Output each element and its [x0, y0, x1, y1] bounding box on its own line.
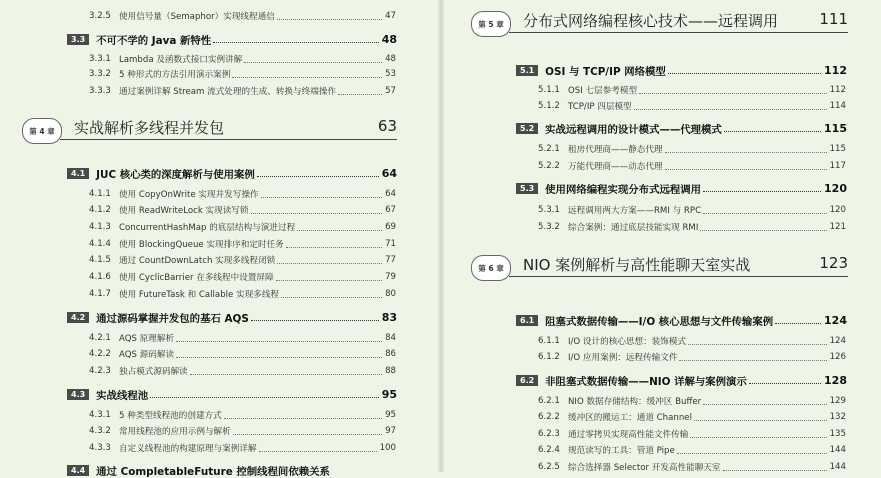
toc-entry[interactable]	[89, 219, 396, 235]
toc-entry[interactable]	[538, 426, 846, 442]
entry-page: 57	[385, 86, 396, 96]
entry-title: ConcurrentHashMap 的底层结构与演进过程	[119, 223, 296, 233]
chapter-page: 123	[819, 254, 848, 272]
section-title: JUC 核心类的深度解析与使用案例	[96, 168, 255, 181]
leader-dots	[244, 62, 382, 63]
toc-entry[interactable]	[538, 158, 846, 174]
section-badge: 6.1	[516, 315, 538, 326]
toc-entry[interactable]	[89, 330, 396, 346]
entry-page: 144	[829, 445, 846, 455]
entry-number: 5.2.1	[538, 144, 560, 154]
toc-entry[interactable]	[538, 349, 846, 365]
entry-number: 3.3.2	[89, 69, 111, 79]
entry-title: 综合案例：通过底层技能实现 RMI	[568, 223, 699, 233]
chapter-page: 63	[377, 117, 397, 135]
leader-dots	[297, 230, 382, 231]
section-badge: 3.3	[67, 34, 89, 45]
toc-entry[interactable]	[89, 51, 396, 67]
chapter-heading[interactable]	[22, 113, 397, 149]
section-title: 通过源码掌握并发包的基石 AQS	[96, 312, 249, 325]
entry-title: I/O 应用案例：远程传输文件	[568, 353, 678, 363]
leader-dots	[700, 230, 826, 231]
section-page: 48	[381, 32, 397, 46]
entry-number: 4.3.2	[89, 426, 111, 436]
leader-dots	[668, 73, 821, 74]
entry-number: 4.1.3	[89, 222, 111, 232]
leader-dots	[703, 213, 827, 214]
section-page: 120	[824, 181, 847, 195]
toc-entry[interactable]	[89, 236, 396, 252]
section-badge: 4.1	[67, 168, 89, 179]
entry-title: 规范读写的工具：管道 Pipe	[568, 446, 675, 456]
section-page: 124	[824, 313, 847, 327]
chapter-rule	[509, 32, 848, 33]
toc-entry[interactable]	[538, 98, 846, 114]
toc-entry[interactable]	[538, 409, 846, 425]
leader-dots	[694, 420, 827, 421]
entry-number: 5.3.1	[538, 205, 560, 215]
entry-page: 121	[829, 222, 846, 232]
toc-entry[interactable]	[538, 202, 846, 218]
entry-title: 使用 ReadWriteLock 实现读写锁	[119, 206, 249, 216]
entry-page: 79	[385, 272, 396, 282]
leader-dots	[251, 213, 383, 214]
entry-number: 3.3.3	[89, 86, 111, 96]
chapter-title: 分布式网络编程核心技术——远程调用	[523, 12, 779, 30]
leader-dots	[634, 109, 827, 110]
entry-number: 5.1.2	[538, 101, 560, 111]
chapter-label: 第 6 章	[471, 255, 511, 281]
leader-dots	[723, 470, 827, 471]
toc-entry[interactable]	[538, 393, 846, 409]
section-badge: 5.2	[516, 123, 538, 134]
toc-entry[interactable]	[89, 440, 396, 456]
leader-dots	[688, 344, 827, 345]
leader-dots	[150, 397, 379, 398]
toc-section[interactable]	[516, 372, 847, 388]
toc-entry[interactable]	[89, 363, 396, 379]
toc-entry[interactable]	[89, 66, 396, 82]
toc-entry[interactable]	[89, 186, 396, 202]
section-page: 112	[824, 63, 847, 77]
section-page: 115	[824, 121, 847, 135]
entry-page: 135	[829, 429, 846, 439]
leader-dots	[224, 418, 382, 419]
chapter-rule	[60, 139, 397, 140]
entry-page: 69	[385, 222, 396, 232]
leader-dots	[176, 341, 382, 342]
section-title: 非阻塞式数据传输——NIO 详解与案例演示	[545, 375, 747, 388]
section-badge: 4.3	[67, 389, 89, 400]
leader-dots	[213, 42, 378, 43]
entry-title: 使用 CopyOnWrite 实现并发写操作	[119, 190, 259, 200]
entry-page: 64	[385, 189, 396, 199]
leader-dots	[233, 434, 382, 435]
entry-number: 4.1.4	[89, 239, 111, 249]
entry-page: 84	[385, 333, 396, 343]
entry-page: 124	[829, 336, 846, 346]
section-title: 阻塞式数据传输——I/O 核心思想与文件传输案例	[545, 315, 774, 328]
section-page: 95	[381, 387, 397, 401]
entry-page: 112	[829, 85, 846, 95]
entry-title: 租房代理商——静态代理	[568, 145, 663, 155]
entry-page: 86	[385, 349, 396, 359]
leader-dots	[703, 191, 821, 192]
chapter-title: 实战解析多线程并发包	[74, 119, 225, 137]
entry-title: I/O 设计的核心思想：装饰模式	[568, 337, 687, 347]
entry-number: 4.3.1	[89, 410, 111, 420]
entry-number: 6.2.3	[538, 429, 560, 439]
leader-dots	[257, 176, 379, 177]
toc-entry[interactable]	[89, 346, 396, 362]
toc-section[interactable]	[67, 165, 397, 181]
leader-dots	[232, 77, 382, 78]
toc-entry[interactable]	[538, 141, 846, 157]
leader-dots	[251, 320, 379, 321]
section-badge: 5.3	[516, 183, 538, 194]
right-page	[441, 0, 881, 472]
toc-section[interactable]	[67, 309, 397, 325]
leader-dots	[286, 247, 382, 248]
entry-number: 4.1.1	[89, 189, 111, 199]
toc-section[interactable]	[516, 62, 847, 78]
section-page: 83	[381, 310, 397, 324]
leader-dots	[277, 263, 382, 264]
entry-title: 使用 FutureTask 和 Callable 实现多线程	[119, 290, 280, 300]
entry-title: 自定义线程池的构建原理与案例详解	[119, 444, 257, 454]
entry-number: 4.1.7	[89, 289, 111, 299]
toc-section[interactable]	[67, 31, 397, 47]
entry-page: 120	[829, 205, 846, 215]
toc-section[interactable]	[516, 312, 847, 328]
entry-page: 67	[385, 205, 396, 215]
left-page	[0, 0, 440, 478]
entry-page: 88	[385, 366, 396, 376]
entry-title: 使用信号量（Semaphor）实现线程通信	[119, 12, 275, 22]
entry-number: 4.1.2	[89, 205, 111, 215]
chapter-label: 第 4 章	[22, 118, 62, 144]
entry-number: 4.2.1	[89, 333, 111, 343]
entry-page: 71	[385, 239, 396, 249]
entry-page: 48	[385, 54, 396, 64]
entry-title: OSI 七层参考模型	[568, 86, 638, 96]
section-title: 实战远程调用的设计模式——代理模式	[545, 123, 722, 136]
entry-page: 126	[829, 352, 846, 362]
section-title: 通过 CompletableFuture 控制线程间依赖关系	[96, 465, 330, 478]
entry-number: 3.3.1	[89, 54, 111, 64]
section-badge: 4.4	[67, 465, 89, 476]
leader-dots	[775, 323, 821, 324]
chapter-title: NIO 案例解析与高性能聊天室实战	[523, 256, 751, 274]
section-title: OSI 与 TCP/IP 网络模型	[545, 65, 666, 78]
entry-page: 97	[385, 426, 396, 436]
entry-title: 通过案例详解 Stream 流式处理的生成、转换与终端操作	[119, 87, 337, 97]
toc-section[interactable]	[67, 386, 397, 402]
chapter-rule	[509, 276, 848, 277]
section-title: 不可不学的 Java 新特性	[96, 34, 212, 47]
entry-page: 80	[385, 289, 396, 299]
entry-page: 77	[385, 255, 396, 265]
section-badge: 4.2	[67, 312, 89, 323]
section-badge: 6.2	[516, 375, 538, 386]
toc-entry[interactable]	[89, 252, 396, 268]
leader-dots	[679, 360, 826, 361]
toc-section[interactable]	[516, 120, 847, 136]
toc-entry[interactable]	[89, 269, 396, 285]
entry-title: 5 种类型线程池的创建方式	[119, 411, 222, 421]
leader-dots	[277, 19, 382, 20]
leader-dots	[639, 93, 827, 94]
entry-page: 132	[829, 412, 846, 422]
leader-dots	[724, 131, 821, 132]
chapter-page: 111	[819, 10, 848, 28]
entry-title: 综合选择器 Selector 开发高性能聊天室	[568, 463, 721, 473]
entry-page: 95	[385, 410, 396, 420]
entry-number: 4.2.2	[89, 349, 111, 359]
toc-entry[interactable]	[538, 459, 846, 475]
leader-dots	[276, 280, 382, 281]
toc-entry[interactable]	[538, 442, 846, 458]
chapter-heading[interactable]	[471, 6, 848, 42]
section-page: 128	[824, 373, 847, 387]
leader-dots	[665, 152, 827, 153]
toc-entry[interactable]	[538, 333, 846, 349]
entry-title: 常用线程池的应用示例与解析	[119, 427, 231, 437]
entry-title: 通过零拷贝实现高性能文件传输	[568, 430, 689, 440]
entry-number: 5.2.2	[538, 161, 560, 171]
entry-title: 通过 CountDownLatch 实现多线程闭锁	[119, 256, 276, 266]
leader-dots	[176, 357, 382, 358]
leader-dots	[665, 169, 827, 170]
entry-page: 114	[829, 101, 846, 111]
entry-number: 3.2.5	[89, 11, 111, 21]
entry-number: 5.1.1	[538, 85, 560, 95]
entry-number: 4.2.3	[89, 366, 111, 376]
entry-title: 万能代理商——动态代理	[568, 162, 663, 172]
toc-entry[interactable]	[89, 286, 396, 302]
section-badge: 5.1	[516, 65, 538, 76]
toc-section[interactable]	[516, 180, 847, 196]
toc-entry[interactable]	[538, 219, 846, 235]
entry-number: 4.1.6	[89, 272, 111, 282]
chapter-heading[interactable]	[471, 250, 848, 286]
entry-title: 独占模式源码解读	[119, 367, 188, 377]
entry-page: 129	[829, 396, 846, 406]
entry-title: 缓冲区的搬运工：通道 Channel	[568, 413, 692, 423]
entry-title: 使用 CyclicBarrier 在多线程中设置屏障	[119, 273, 274, 283]
leader-dots	[703, 404, 826, 405]
entry-title: AQS 源码解读	[119, 350, 175, 360]
entry-page: 47	[385, 11, 396, 21]
entry-number: 6.1.2	[538, 352, 560, 362]
entry-title: NIO 数据存储结构：缓冲区 Buffer	[568, 397, 702, 407]
entry-number: 4.1.5	[89, 255, 111, 265]
entry-page: 115	[829, 144, 846, 154]
toc-entry[interactable]	[89, 407, 396, 423]
entry-title: TCP/IP 四层模型	[568, 102, 632, 112]
leader-dots	[749, 383, 821, 384]
section-title: 实战线程池	[96, 389, 149, 402]
entry-page: 100	[379, 443, 396, 453]
leader-dots	[281, 297, 382, 298]
leader-dots	[677, 453, 827, 454]
entry-title: 使用 BlockingQueue 实现排序和定时任务	[119, 240, 284, 250]
leader-dots	[190, 374, 382, 375]
toc-entry[interactable]	[89, 8, 396, 24]
entry-page: 144	[829, 462, 846, 472]
entry-number: 5.3.2	[538, 222, 560, 232]
leader-dots	[338, 94, 382, 95]
leader-dots	[261, 197, 383, 198]
entry-title: AQS 原理解析	[119, 334, 175, 344]
entry-title: Lambda 及函数式接口实例讲解	[119, 55, 243, 65]
chapter-label: 第 5 章	[471, 11, 511, 37]
section-page: 64	[381, 166, 397, 180]
entry-number: 4.3.3	[89, 443, 111, 453]
entry-number: 6.2.4	[538, 445, 560, 455]
toc-entry[interactable]	[538, 82, 846, 98]
section-title: 使用网络编程实现分布式远程调用	[545, 183, 702, 196]
entry-title: 5 种形式的方法引用演示案例	[119, 70, 231, 80]
toc-entry[interactable]	[89, 423, 396, 439]
toc-entry[interactable]	[89, 83, 396, 99]
leader-dots	[690, 437, 826, 438]
toc-section[interactable]	[67, 462, 397, 478]
entry-number: 6.1.1	[538, 336, 560, 346]
entry-number: 6.2.1	[538, 396, 560, 406]
entry-page: 53	[385, 69, 396, 79]
entry-number: 6.2.5	[538, 462, 560, 472]
leader-dots	[259, 451, 377, 452]
toc-entry[interactable]	[89, 202, 396, 218]
entry-number: 6.2.2	[538, 412, 560, 422]
entry-title: 远程调用两大方案——RMI 与 RPC	[568, 206, 702, 216]
entry-page: 117	[829, 161, 846, 171]
